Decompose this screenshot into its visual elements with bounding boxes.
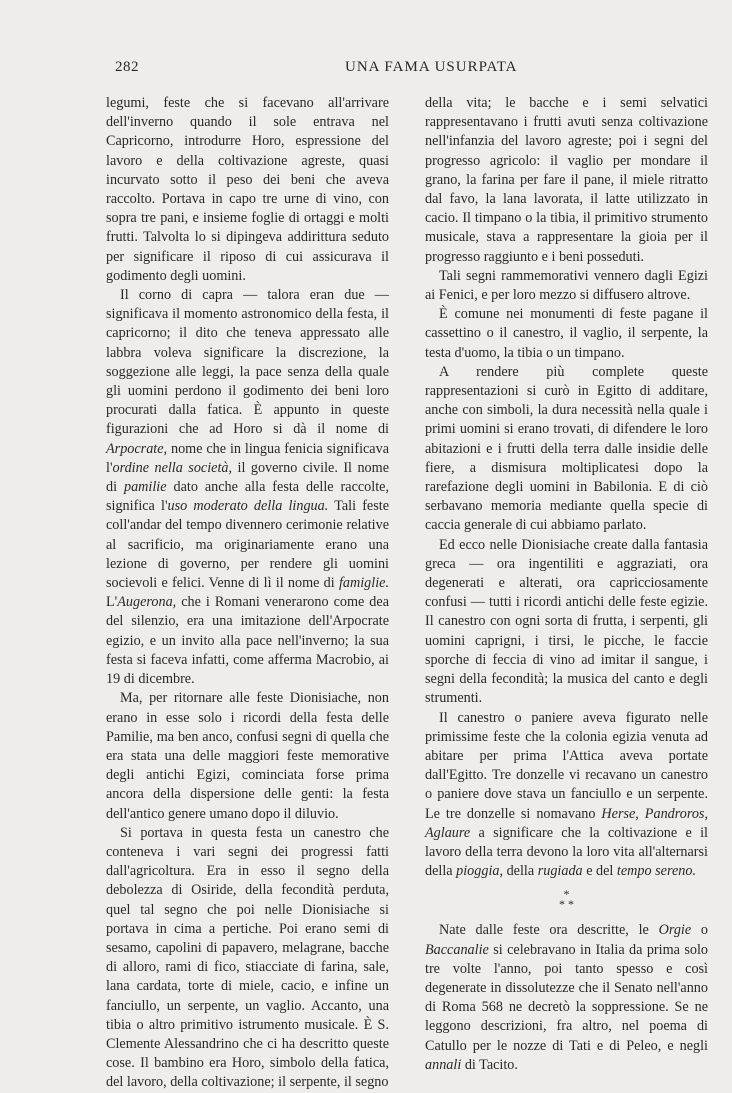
italic-term: Baccanalie xyxy=(425,941,489,958)
italic-term: famiglie. xyxy=(338,575,389,592)
paragraph: della vita; le bacche e i semi selvatici rappresentavano i frutti avuti senza coltivazione nell'infanzia del lavoro agreste; poi i segni del progresso agricolo: il vaglio per mondare il grano, la farina per fare il pane, il miele ritratto dal favo, la lana lavorata, il latte utilizzato in cacio. Il timpano o la tibia, il primitivo strumento musicale, stava a rappresentare la gioia per il progresso raggiunto e i beni posseduti. xyxy=(425,95,708,265)
italic-term: uso moderato della lingua. xyxy=(167,498,329,515)
italic-term: pamilie xyxy=(123,479,167,496)
italic-term: Augerona, xyxy=(117,594,177,611)
paragraph: Il canestro o paniere aveva figurato nelle primissime feste che la colonia egizia venuta ad abitare per prima l'Attica aveva portate dall'Egitto. Tre donzelle vi recavano un canestro o paniere dove stava un fanciullo e un serpente. Le tre donzelle si nomavano Herse, Pandroros, Aglaure a significare che la coltivazione e il lavoro della terra devono la loro vita all'alternarsi della pioggia, della rugiada e del tempo sereno. xyxy=(425,709,708,880)
italic-term: Orgie xyxy=(658,922,692,939)
paragraph: A rendere più complete queste rappresentazioni si curò in Egitto di additare, anche con simboli, la dura necessità nella quale i primi uomini si erano trovati, di difendere le loro abitazioni e i frutti della terra dalle insidie delle fiere, a dismisura moltiplicatesi dopo la rarefazione degli uomini in Babilonia. E di ciò serbavano memoria mediante quella specie di caccia generale di cui abbiamo parlato. xyxy=(425,363,708,534)
paragraph: Nate dalle feste ora descritte, le Orgie o Baccanalie si celebravano in Italia da prima solo tre volte l'anno, poi tanto spesso e così degenerate in dissolutezze che il Senato nell'anno di Roma 568 ne decretò la soppressione. Se ne leggono descrizioni, fra altro, nel poema di Catullo per le nozze di Tati e di Peleo, e negli annali di Tacito. xyxy=(425,922,709,1073)
italic-term: annali xyxy=(425,1056,462,1073)
paragraph: È comune nei monumenti di feste pagane il cassettino o il canestro, il vaglio, il serpente, la testa d'uomo, la tibia o un timpano. xyxy=(425,306,708,361)
italic-term: Herse, Pandroros, Aglaure xyxy=(425,805,708,841)
paragraph: legumi, feste che si facevano all'arrivare dell'inverno quando il sole entrava nel Capricorno, introdurre Horo, espressione del lavoro e della coltivazione agreste, quasi incurvato sotto il peso dei beni che aveva raccolto. Portava in capo tre urne di vino, con sopra tre pani, e insieme foglie di ortaggi e molti frutti. Talvolta lo si dipingeva addirittura seduto per significare il riposo di cui assicurava il godimento degli uomini. xyxy=(106,95,389,284)
running-title: UNA FAMA USURPATA xyxy=(345,59,518,75)
italic-term: Arpocrate, xyxy=(106,440,168,457)
paragraph: Ed ecco nelle Dionisiache create dalla fantasia greca — ora ingentiliti e aggraziati, ora degenerati e alterati, ora capricciosamente confusi — tutti i ricordi antichi delle feste egizie. Il canestro con ogni sorta di frutta, i serpenti, gli uomini caprigni, i tirsi, le picche, le faccie sporche di feccia di vino ad imitar il sangue, i segni della fecondità; la musica del canto e degli strumenti. xyxy=(425,536,708,707)
right-column xyxy=(425,94,708,1075)
paragraph: Tali segni rammemorativi vennero dagli Egizi ai Fenici, e per loro mezzo si diffusero altrove. xyxy=(425,267,708,304)
italic-term: ordine nella società, xyxy=(112,459,233,476)
paragraph: Il corno di capra — talora eran due — significava il momento astronomico della festa, il capricorno; il dito che teneva appressato alle labbra voleva significare la discrezione, la soggezione alle leggi, la pace senza della quale gli uomini perdono il godimento dei beni loro procurati dalla fatica. È appunto in queste figurazioni che ad Horo si dà il nome di Arpocrate, nome che in lingua fenicia significava l'ordine nella società, il governo civile. Il nome di pamilie dato anche alla festa delle raccolte, significa l'uso moderato della lingua. Tali feste coll'andar del tempo divennero cerimonie relative al sacrificio, ma originariamente erano una lezione di governo, per rendere gli uomini socievoli e felici. Venne di lì il nome di famiglie. L'Augerona, che i Romani venerarono come dea del silenzio, era una imitazione dell'Arpocrate egizio, e un invito alla pace nell'inverno; la sua festa si faceva infatti, come afferma Macrobio, ai 19 di dicembre. xyxy=(106,287,389,688)
left-column xyxy=(106,94,389,1093)
italic-term: pioggia, xyxy=(456,863,504,880)
italic-term: tempo sereno. xyxy=(616,863,696,880)
section-separator-asterisks: * * * xyxy=(559,887,574,912)
italic-term: rugiada xyxy=(537,863,583,880)
paragraph: Si portava in questa festa un canestro che conteneva i vari segni dei progressi fatti dall'agricoltura. Era in esso il segno della debolezza di Osiride, della fecondità perduta, quel tal segno che poi nelle Dionisiache si portava in cima a pertiche. Poi erano semi di sesamo, capolini di papavero, melagrane, bacche di alloro, rami di fico, stiacciate di farina, sale, lana cardata, torte di miele, cacio, e infine un fanciullo, un serpente, un vaglio. Accanto, una tibia o altro primitivo istrumento musicale. È S. Clemente Alessandrino che ci ha descritto queste cose. Il bambino era Horo, simbolo della fatica, del lavoro, della coltivazione; il serpente, il segno xyxy=(106,824,389,1091)
page-header xyxy=(0,59,732,81)
page-number: 282 xyxy=(115,59,139,75)
paragraph: Ma, per ritornare alle feste Dionisiache, non erano in esse solo i ricordi della festa delle Pamilie, ma ben anco, confusi segni di quella che era stata una delle maggiori feste memorative degli antichi Egizi, cominciata forse prima ancora della dispersione delle genti: la festa dell'antico genere umano dopo il diluvio. xyxy=(106,690,389,822)
